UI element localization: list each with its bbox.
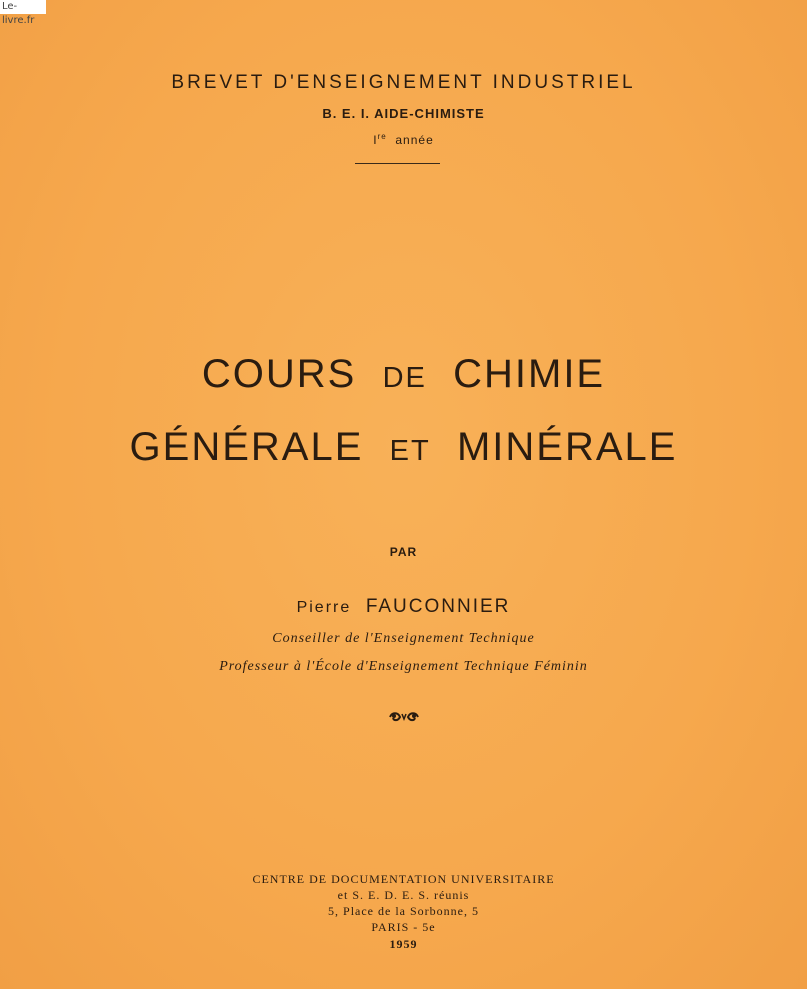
- year-suffix: re: [377, 132, 387, 141]
- program-label: B. E. I. AIDE-CHIMISTE: [322, 106, 485, 121]
- title-word: CHIMIE: [453, 352, 606, 396]
- author-last-name: FAUCONNIER: [365, 596, 511, 617]
- publisher-line: CENTRE DE DOCUMENTATION UNIVERSITAIRE: [252, 872, 555, 886]
- publisher-address: 5, Place de la Sorbonne, 5: [328, 904, 479, 918]
- title-word: GÉNÉRALE: [129, 425, 364, 469]
- ornament-icon: [388, 710, 420, 724]
- year-label: [0, 132, 807, 147]
- divider: [355, 163, 440, 164]
- watermark: Le-livre.fr: [0, 0, 46, 14]
- publisher-city: PARIS - 5e: [371, 920, 436, 934]
- publisher-line: et S. E. D. E. S. réunis: [337, 888, 470, 902]
- title-line-2: [0, 425, 807, 470]
- title-word: DE: [382, 362, 427, 394]
- author-name: [0, 596, 807, 618]
- year-word: année: [395, 133, 434, 147]
- author-first-name: Pierre: [296, 599, 352, 616]
- title-word: ET: [389, 435, 431, 467]
- year-number: I: [373, 133, 378, 147]
- par-label: PAR: [389, 545, 418, 559]
- series-heading: BREVET D'ENSEIGNEMENT INDUSTRIEL: [171, 72, 636, 93]
- title-line-1: [0, 352, 807, 397]
- author-role-2: Professeur à l'École d'Enseignement Technique Féminin: [219, 659, 588, 674]
- title-word: COURS: [201, 352, 357, 396]
- title-word: MINÉRALE: [456, 425, 678, 469]
- publication-year: 1959: [389, 937, 418, 951]
- author-role-1: Conseiller de l'Enseignement Technique: [272, 631, 535, 646]
